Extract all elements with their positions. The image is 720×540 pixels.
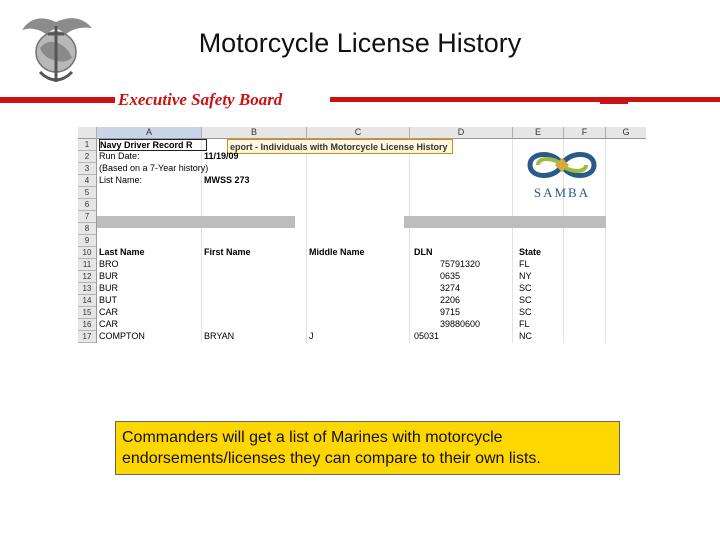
table-row-first-name[interactable]: BRYAN (204, 331, 235, 341)
row-header-9[interactable]: 9 (78, 235, 97, 247)
samba-wordmark: SAMBA (533, 185, 591, 200)
row-header-5[interactable]: 5 (78, 187, 97, 199)
row-header-10[interactable]: 10 (78, 247, 97, 259)
table-row-dln[interactable]: 9715 (440, 307, 461, 317)
table-row-state[interactable]: FL (519, 319, 530, 329)
table-row-dln[interactable]: 0635 (440, 271, 461, 281)
cell-b2[interactable]: 11/19/09 (204, 151, 239, 161)
header-first-name[interactable]: First Name (204, 247, 251, 257)
table-row-last-name[interactable]: BUT (99, 295, 117, 305)
table-row-last-name[interactable]: BUR (99, 283, 119, 293)
spreadsheet-image (78, 127, 646, 359)
row-7-highlight (97, 216, 295, 228)
table-row-dln[interactable]: 2206 (440, 295, 461, 305)
row-header-13[interactable]: 13 (78, 283, 97, 295)
row-header-14[interactable]: 14 (78, 295, 97, 307)
callout-box: Commanders will get a list of Marines with motorcycle endorsements/licenses they can compare to their own lists. (115, 421, 620, 475)
column-header-f[interactable]: F (564, 127, 606, 139)
row-header-3[interactable]: 3 (78, 163, 97, 175)
column-header-a[interactable]: A (97, 127, 202, 139)
table-row-state[interactable]: SC (519, 307, 532, 317)
column-header-e[interactable]: E (513, 127, 564, 139)
row-header-4[interactable]: 4 (78, 175, 97, 187)
grid-line (306, 139, 307, 343)
table-row-dln[interactable]: 75791320 (440, 259, 481, 269)
column-header-b[interactable]: B (202, 127, 307, 139)
table-row-state[interactable]: NY (519, 271, 532, 281)
row-header-7[interactable]: 7 (78, 211, 97, 223)
row-header-17[interactable]: 17 (78, 331, 97, 343)
table-row-last-name[interactable]: BUR (99, 271, 119, 281)
table-row-last-name[interactable]: COMPTON (99, 331, 145, 341)
red-rule-right-thick (600, 97, 628, 104)
grid-line (409, 139, 410, 343)
cell-a4[interactable]: List Name: (99, 175, 143, 185)
cell-a3[interactable]: (Based on a 7-Year history) (99, 163, 209, 173)
row-7-highlight-right (404, 216, 606, 228)
red-rule-left (0, 97, 115, 103)
grid-line (512, 139, 513, 343)
row-header-6[interactable]: 6 (78, 199, 97, 211)
row-header-15[interactable]: 15 (78, 307, 97, 319)
report-title-cell[interactable]: eport - Individuals with Motorcycle License History (227, 139, 453, 154)
row-header-2[interactable]: 2 (78, 151, 97, 163)
usmc-eagle-globe-anchor-icon (14, 8, 98, 88)
table-row-state[interactable]: SC (519, 283, 532, 293)
column-header-g[interactable]: G (606, 127, 646, 139)
header-state[interactable]: State (519, 247, 542, 257)
cell-a2[interactable]: Run Date: (99, 151, 140, 161)
table-row-last-name[interactable]: CAR (99, 307, 119, 317)
table-row-state[interactable]: NC (519, 331, 532, 341)
row-header-11[interactable]: 11 (78, 259, 97, 271)
table-row-dln[interactable]: 39880600 (440, 319, 481, 329)
header-middle-name[interactable]: Middle Name (309, 247, 365, 257)
red-rule-right (330, 97, 720, 102)
header-last-name[interactable]: Last Name (99, 247, 145, 257)
table-row-state[interactable]: FL (519, 259, 530, 269)
samba-logo (516, 143, 608, 203)
table-row-middle-name[interactable]: J (309, 331, 314, 341)
slide-title: Motorcycle License History (198, 28, 522, 58)
slide-subtitle: Executive Safety Board (118, 90, 283, 109)
header-dln[interactable]: DLN (414, 247, 433, 257)
cell-b4[interactable]: MWSS 273 (204, 175, 250, 185)
table-row-dln[interactable]: 3274 (440, 283, 461, 293)
table-row-dln[interactable]: 05031 (414, 331, 440, 341)
row-header-12[interactable]: 12 (78, 271, 97, 283)
samba-infinity-logo-icon (516, 143, 608, 185)
table-row-last-name[interactable]: BRO (99, 259, 119, 269)
row-header-8[interactable]: 8 (78, 223, 97, 235)
row-header-16[interactable]: 16 (78, 319, 97, 331)
column-header-c[interactable]: C (307, 127, 410, 139)
table-row-last-name[interactable]: CAR (99, 319, 119, 329)
table-row-state[interactable]: SC (519, 295, 532, 305)
row-header-1[interactable]: 1 (78, 139, 97, 151)
cell-a1[interactable]: Navy Driver Record R (99, 139, 207, 151)
column-header-d[interactable]: D (410, 127, 513, 139)
corner-cell[interactable] (78, 127, 97, 139)
